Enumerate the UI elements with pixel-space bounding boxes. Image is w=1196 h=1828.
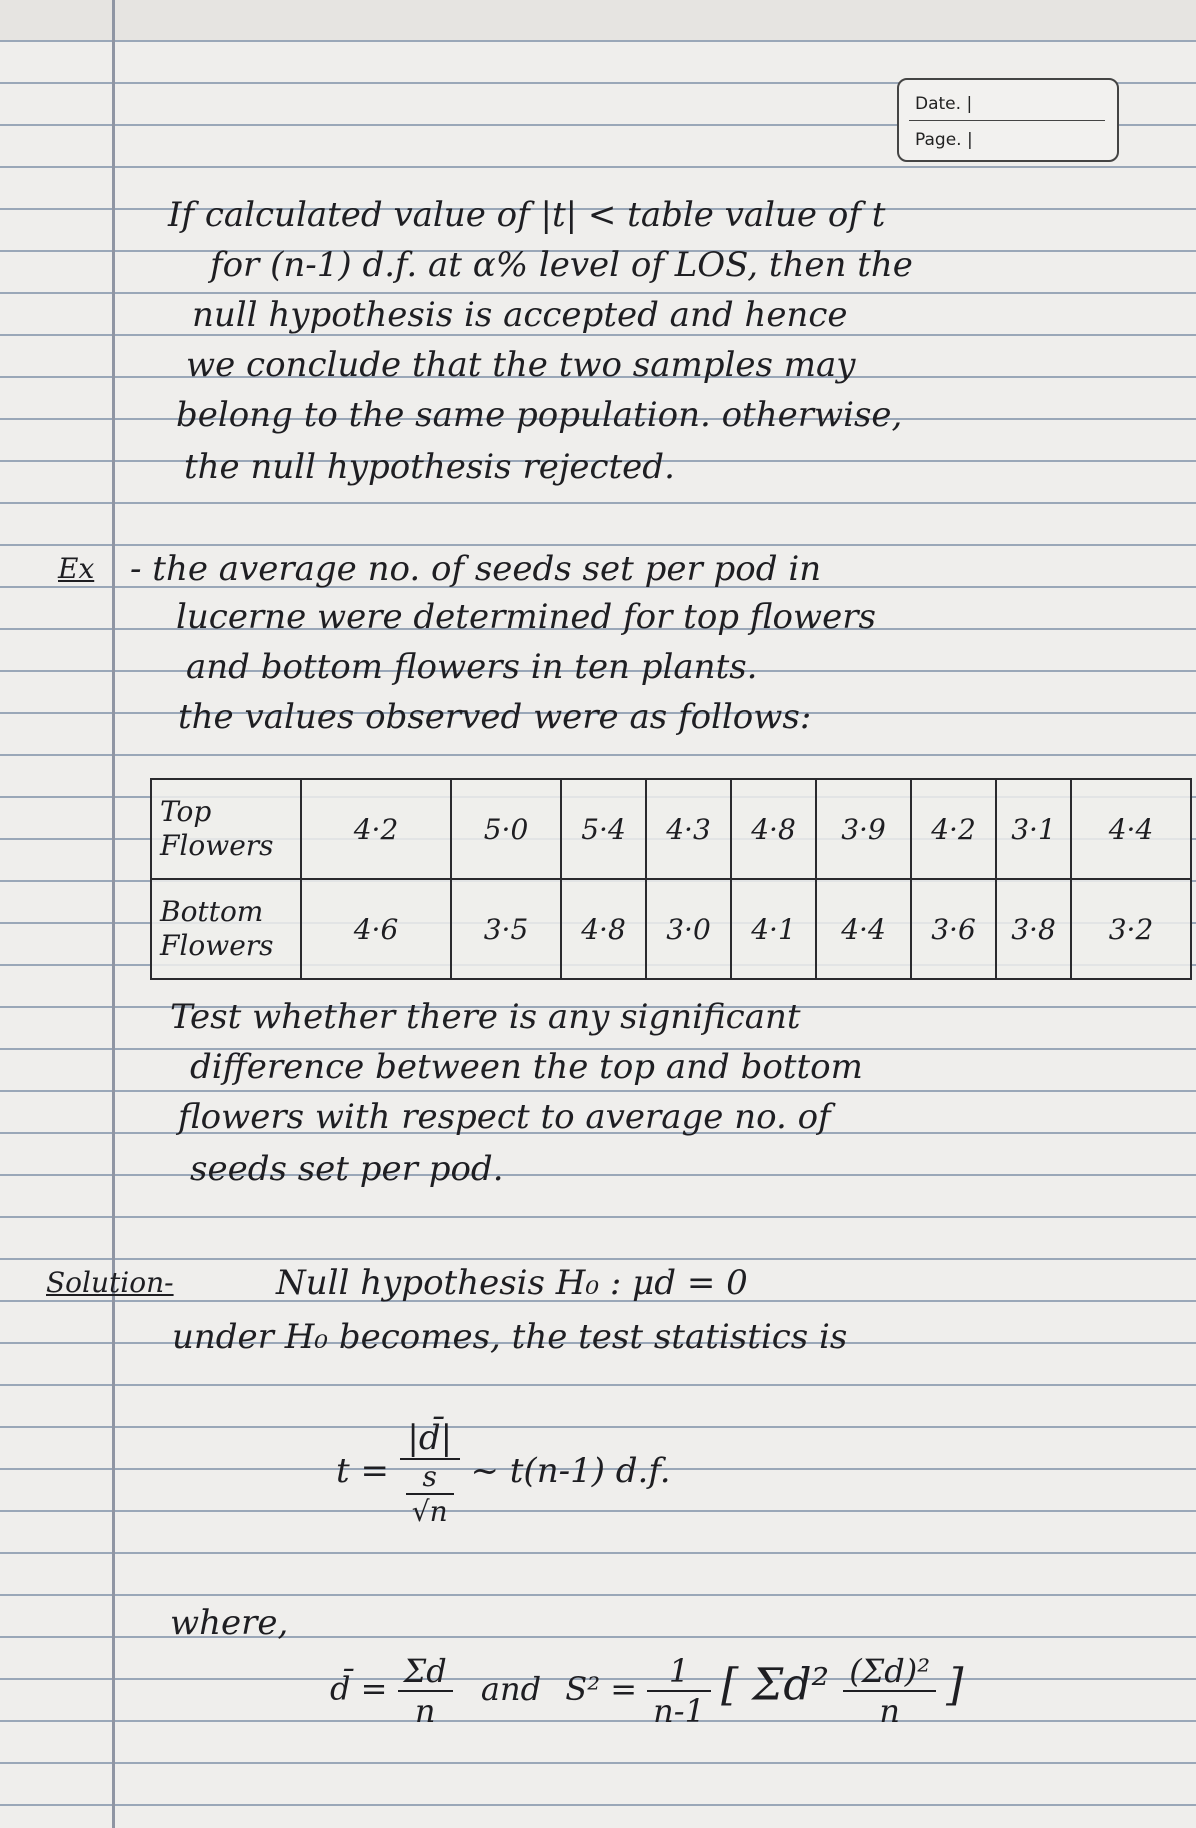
table-row-bottom (151, 879, 1191, 979)
s2-fraction (647, 1652, 711, 1730)
s2-numerator: 1 (647, 1652, 711, 1692)
t-formula-fraction (400, 1418, 460, 1528)
dbar-denominator: n (414, 1692, 436, 1730)
solution-label: Solution- (46, 1266, 174, 1299)
inner-denominator: n (879, 1692, 900, 1730)
date-label: Date. | (915, 94, 973, 114)
table-cell: 4·1 (731, 879, 816, 979)
table-cell: 3·9 (816, 779, 911, 879)
table-cell: 5·4 (561, 779, 646, 879)
table-cell: 4·2 (911, 779, 996, 879)
row-label-bottom (151, 879, 301, 979)
row-label-top (151, 779, 301, 879)
s-top: s (406, 1460, 454, 1495)
t-formula (336, 1418, 671, 1528)
seed-data-table (150, 778, 1192, 980)
table-cell: 4·3 (646, 779, 731, 879)
root-n: √n (411, 1495, 448, 1528)
example-line3: and bottom flowers in ten plants. (186, 647, 758, 687)
table-row-top (151, 779, 1191, 879)
s2-lhs: S² = (565, 1669, 637, 1708)
s2-denominator: n-1 (653, 1692, 705, 1730)
where-label: where, (170, 1603, 289, 1643)
bracket-close: ] (946, 1659, 964, 1711)
question-line2: difference between the top and bottom (190, 1047, 863, 1087)
row-label-bottom-line1: Bottom (160, 895, 264, 928)
table-cell: 3·5 (451, 879, 561, 979)
table-cell: 3·0 (646, 879, 731, 979)
table-cell: 4·2 (301, 779, 451, 879)
table-cell: 5·0 (451, 779, 561, 879)
table-cell: 4·6 (301, 879, 451, 979)
table-cell: 4·8 (561, 879, 646, 979)
table-cell: 4·4 (816, 879, 911, 979)
example-line4: the values observed were as follows: (178, 697, 812, 737)
row-label-bottom-line2: Flowers (160, 929, 274, 962)
margin-line (112, 0, 115, 1828)
table-cell: 3·6 (911, 879, 996, 979)
bracket-open: [ Σd² (721, 1659, 844, 1711)
row-label-top-line1: Top (160, 795, 212, 828)
table-cell: 4·4 (1071, 779, 1191, 879)
t-formula-rhs: ~ t(n-1) d.f. (470, 1451, 671, 1491)
t-formula-denominator (400, 1460, 460, 1528)
dbar-numerator: Σd (398, 1652, 453, 1692)
page-label: Page. | (915, 130, 973, 150)
example-line2: lucerne were determined for top flowers (176, 597, 876, 637)
para1-line6: the null hypothesis rejected. (184, 447, 675, 487)
inner-numerator: (Σd)² (843, 1652, 936, 1692)
date-page-box (897, 78, 1119, 162)
question-line1: Test whether there is any significant (170, 997, 801, 1037)
table-cell: 3·8 (996, 879, 1071, 979)
date-box-divider (909, 120, 1105, 121)
example-label: Ex (58, 552, 95, 585)
inner-fraction (843, 1652, 936, 1730)
t-formula-numerator: |d̄| (400, 1418, 460, 1460)
question-line3: flowers with respect to average no. of (178, 1097, 831, 1137)
row-label-top-line2: Flowers (160, 829, 274, 862)
solution-line2: under H₀ becomes, the test statistics is (172, 1317, 848, 1357)
s-over-root-n (406, 1460, 454, 1528)
dbar-fraction (398, 1652, 453, 1730)
page-top-edge (0, 0, 1196, 40)
para1-line5: belong to the same population. otherwise, (176, 395, 903, 435)
table-cell: 4·8 (731, 779, 816, 879)
para1-line2: for (n-1) d.f. at α% level of LOS, then the (210, 245, 913, 285)
question-line4: seeds set per pod. (190, 1149, 504, 1189)
and-word: and (480, 1669, 542, 1708)
t-formula-lhs: t = (336, 1451, 389, 1491)
para1-line1: If calculated value of |t| < table value of t (168, 195, 886, 235)
para1-line3: null hypothesis is accepted and hence (192, 295, 848, 335)
para1-line4: we conclude that the two samples may (186, 345, 856, 385)
dbar-lhs: d̄ = (330, 1669, 388, 1708)
dbar-s2-formula (330, 1652, 963, 1730)
example-line1: - the average no. of seeds set per pod in (130, 549, 822, 589)
solution-line1: Null hypothesis H₀ : μd = 0 (276, 1263, 748, 1303)
table-cell: 3·2 (1071, 879, 1191, 979)
table-cell: 3·1 (996, 779, 1071, 879)
